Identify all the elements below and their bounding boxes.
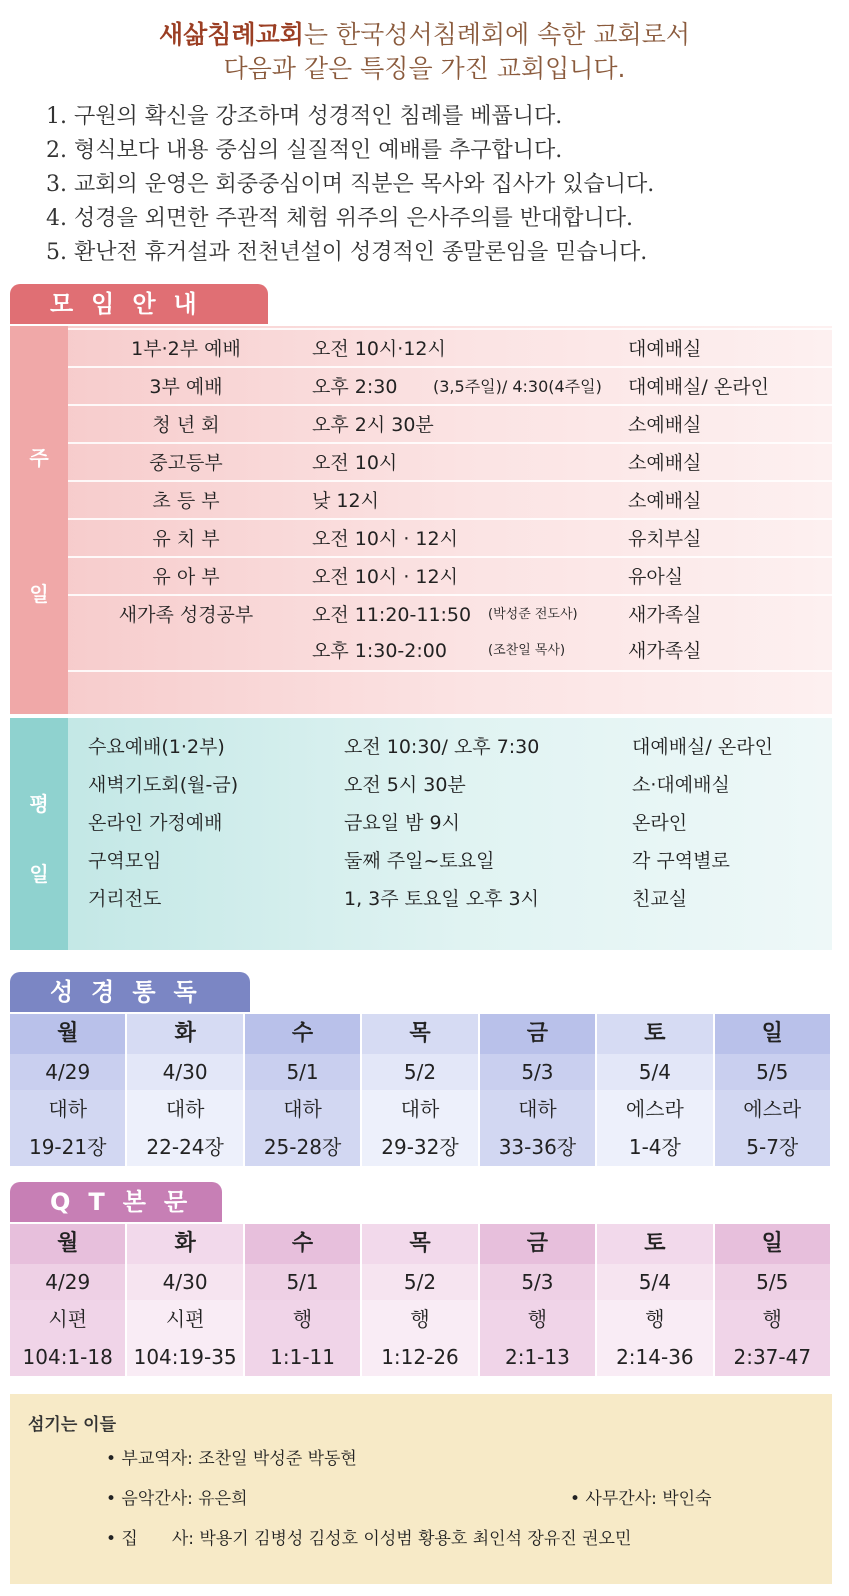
sunday-sidebar: [10, 326, 68, 714]
meeting-name: 3부 예배: [149, 376, 223, 398]
table-cell-day: 토: [597, 1014, 714, 1054]
table-cell-date: 5/4: [597, 1054, 714, 1090]
weekday-place: 온라인: [632, 812, 688, 834]
weekday-section: [10, 718, 832, 950]
weekday-time: 1, 3주 토요일 오후 3시: [344, 888, 539, 910]
table-cell-date: 5/1: [245, 1264, 362, 1300]
table-cell-day: 일: [715, 1224, 832, 1264]
meeting-time: 오후 2:30: [312, 376, 398, 398]
meeting-place: 대예배실: [628, 338, 702, 360]
table-cell-date: 5/1: [245, 1054, 362, 1090]
table-cell-book: 행: [715, 1300, 832, 1338]
table-cell-chapters: 19-21장: [10, 1128, 127, 1166]
feature-item: 5. 환난전 휴거설과 전천년설이 성경적인 종말론임을 믿습니다.: [46, 240, 648, 265]
meetings-tab: 모임안내: [10, 284, 268, 324]
meeting-place: 소예배실: [628, 490, 702, 512]
table-cell-chapters: 1:1-11: [245, 1338, 362, 1376]
weekday-place: 각 구역별로: [632, 850, 730, 872]
meeting-time: 오후 1:30-2:00: [312, 640, 447, 662]
meeting-row-empty: [68, 670, 832, 702]
deacons: • 집 사: 박용기 김병성 김성호 이성범 황용호 최인석 장유진 권오민: [106, 1529, 632, 1549]
weekday-sidebar: [10, 718, 68, 950]
meeting-row: [68, 328, 832, 368]
intro-line-1-rest: 는 한국성서침례회에 속한 교회로서: [303, 20, 690, 49]
sunday-label-1: 주: [29, 446, 49, 470]
table-cell-date: 5/5: [715, 1054, 832, 1090]
meeting-name: 새가족 성경공부: [118, 604, 254, 626]
servants-box: [10, 1394, 832, 1584]
table-cell-chapters: 29-32장: [362, 1128, 479, 1166]
table-cell-date: 5/4: [597, 1264, 714, 1300]
meeting-name: 중고등부: [149, 452, 223, 474]
table-cell-chapters: 22-24장: [127, 1128, 244, 1166]
weekday-row: [68, 766, 832, 804]
meeting-time: 오전 10시: [312, 452, 398, 474]
table-cell-day: 수: [245, 1014, 362, 1054]
meeting-name: 유 치 부: [152, 528, 220, 550]
table-cell-day: 금: [480, 1014, 597, 1054]
weekday-place: 대예배실/ 온라인: [632, 736, 773, 758]
meeting-time: 오후 2시 30분: [312, 414, 434, 436]
feature-item: 3. 교회의 운영은 회중중심이며 직분은 목사와 집사가 있습니다.: [46, 172, 655, 197]
meeting-row: [68, 404, 832, 444]
meeting-name: 초 등 부: [152, 490, 220, 512]
table-cell-day: 수: [245, 1224, 362, 1264]
weekday-place: 친교실: [632, 888, 688, 910]
office-staff: • 사무간사: 박인숙: [570, 1489, 712, 1509]
qt-table: [10, 1224, 832, 1378]
table-cell-book: 대하: [10, 1090, 127, 1128]
sunday-section: [10, 326, 832, 714]
meeting-place: 유아실: [628, 566, 684, 588]
meeting-place: 대예배실/ 온라인: [628, 376, 769, 398]
table-cell-day: 월: [10, 1014, 127, 1054]
table-cell-date: 4/30: [127, 1054, 244, 1090]
table-cell-day: 토: [597, 1224, 714, 1264]
table-cell-chapters: 1:12-26: [362, 1338, 479, 1376]
weekday-place: 소·대예배실: [632, 774, 730, 796]
weekday-time: 금요일 밤 9시: [344, 812, 460, 834]
servants-title: 섬기는 이들: [28, 1415, 117, 1435]
weekday-row: [68, 804, 832, 842]
table-cell-book: 시편: [127, 1300, 244, 1338]
table-cell-chapters: 33-36장: [480, 1128, 597, 1166]
table-cell-book: 행: [362, 1300, 479, 1338]
table-cell-date: 4/30: [127, 1264, 244, 1300]
meeting-row: [68, 518, 832, 558]
weekday-row: [68, 880, 832, 918]
meeting-place: 유치부실: [628, 528, 702, 550]
table-cell-chapters: 1-4장: [597, 1128, 714, 1166]
table-cell-book: 행: [480, 1300, 597, 1338]
table-cell-day: 목: [362, 1014, 479, 1054]
bible-reading-table: [10, 1014, 832, 1166]
meeting-place: 소예배실: [628, 414, 702, 436]
meeting-row: [68, 366, 832, 406]
feature-item: 2. 형식보다 내용 중심의 실질적인 예배를 추구합니다.: [46, 138, 563, 163]
weekday-label-2: 일: [29, 862, 49, 886]
meeting-name: 1부·2부 예배: [131, 338, 241, 360]
table-cell-date: 5/3: [480, 1054, 597, 1090]
table-cell-chapters: 2:14-36: [597, 1338, 714, 1376]
meeting-name: 청 년 회: [152, 414, 220, 436]
meeting-time: 낮 12시: [312, 490, 379, 512]
table-cell-date: 5/2: [362, 1054, 479, 1090]
meeting-row: [68, 442, 832, 482]
sunday-label-2: 일: [29, 582, 49, 606]
table-cell-day: 월: [10, 1224, 127, 1264]
weekday-time: 오전 10:30/ 오후 7:30: [344, 736, 540, 758]
table-cell-book: 대하: [480, 1090, 597, 1128]
table-cell-date: 4/29: [10, 1264, 127, 1300]
weekday-label-1: 평: [29, 792, 49, 816]
table-cell-date: 5/3: [480, 1264, 597, 1300]
meeting-note: (조찬일 목사): [488, 643, 566, 658]
table-cell-chapters: 2:1-13: [480, 1338, 597, 1376]
table-cell-chapters: 25-28장: [245, 1128, 362, 1166]
meeting-row: [68, 480, 832, 520]
meeting-row: [68, 556, 832, 596]
table-cell-book: 에스라: [597, 1090, 714, 1128]
assistant-pastors: • 부교역자: 조찬일 박성준 박동현: [106, 1449, 357, 1469]
table-cell-book: 행: [245, 1300, 362, 1338]
feature-item: 4. 성경을 외면한 주관적 체험 위주의 은사주의를 반대합니다.: [46, 206, 633, 231]
intro: [0, 18, 849, 86]
meeting-note: (3,5주일)/ 4:30(4주일): [433, 377, 602, 396]
weekday-name: 새벽기도회(월-금): [88, 774, 239, 796]
meeting-time: 오전 10시 · 12시: [312, 566, 458, 588]
table-cell-day: 목: [362, 1224, 479, 1264]
meeting-time: 오전 10시·12시: [312, 338, 446, 360]
meeting-note: (박성준 전도사): [488, 607, 578, 622]
meeting-place: 소예배실: [628, 452, 702, 474]
table-cell-book: 대하: [245, 1090, 362, 1128]
qt-tab: QT본문: [10, 1182, 222, 1222]
table-cell-chapters: 104:19-35: [127, 1338, 244, 1376]
music-staff: • 음악간사: 유은희: [106, 1489, 248, 1509]
meeting-row: [68, 632, 832, 670]
meeting-time: 오전 11:20-11:50: [312, 604, 472, 626]
intro-line-1: [0, 18, 849, 52]
table-cell-date: 5/5: [715, 1264, 832, 1300]
features-list: [46, 100, 654, 270]
meeting-row: [68, 594, 832, 634]
table-cell-day: 화: [127, 1224, 244, 1264]
table-cell-book: 대하: [362, 1090, 479, 1128]
weekday-name: 거리전도: [88, 888, 162, 910]
feature-item: 1. 구원의 확신을 강조하며 성경적인 침례를 베풉니다.: [46, 104, 563, 129]
table-cell-book: 행: [597, 1300, 714, 1338]
table-cell-book: 시편: [10, 1300, 127, 1338]
table-cell-chapters: 2:37-47: [715, 1338, 832, 1376]
meeting-place: 새가족실: [628, 604, 702, 626]
weekday-row: [68, 842, 832, 880]
bible-reading-tab: 성경통독: [10, 972, 250, 1012]
meeting-place: 새가족실: [628, 640, 702, 662]
weekday-name: 수요예배(1·2부): [88, 736, 225, 758]
table-cell-date: 4/29: [10, 1054, 127, 1090]
table-cell-book: 에스라: [715, 1090, 832, 1128]
table-cell-chapters: 5-7장: [715, 1128, 832, 1166]
table-cell-day: 금: [480, 1224, 597, 1264]
table-cell-day: 화: [127, 1014, 244, 1054]
table-cell-day: 일: [715, 1014, 832, 1054]
church-name: 새삶침례교회: [159, 20, 304, 49]
weekday-name: 구역모임: [88, 850, 162, 872]
weekday-time: 오전 5시 30분: [344, 774, 466, 796]
table-cell-chapters: 104:1-18: [10, 1338, 127, 1376]
weekday-time: 둘째 주일~토요일: [344, 850, 495, 872]
weekday-name: 온라인 가정예배: [88, 812, 223, 834]
intro-line-2: 다음과 같은 특징을 가진 교회입니다.: [223, 54, 626, 83]
table-cell-date: 5/2: [362, 1264, 479, 1300]
meeting-name: 유 아 부: [152, 566, 220, 588]
meeting-time: 오전 10시 · 12시: [312, 528, 458, 550]
weekday-row: [68, 728, 832, 766]
table-cell-book: 대하: [127, 1090, 244, 1128]
